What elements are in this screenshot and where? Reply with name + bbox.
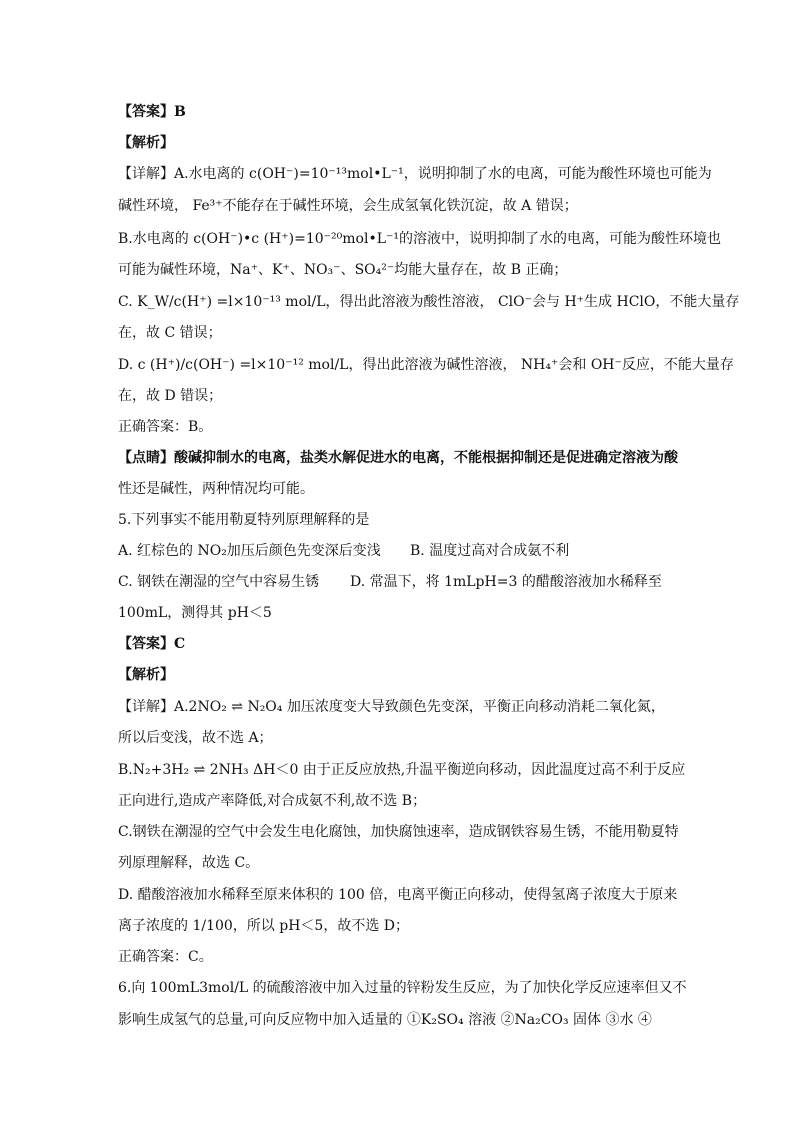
text-line: 【详解】A.水电离的 c(OH⁻)=10⁻¹³mol•L⁻¹，说明抑制了水的电离，可能为酸性环境也可能为 <box>118 166 712 182</box>
text-line: D. 醋酸溶液加水稀释至原来体积的 100 倍，电离平衡正向移动，使得氢离子浓度大于原来 <box>118 887 678 903</box>
question-5-stem: 5.下列事实不能用勒夏特列原理解释的是 <box>118 512 370 528</box>
option-d: D. 常温下，将 1mLpH=3 的醋酸溶液加水稀释至 <box>350 574 662 590</box>
question-6-stem: 6.向 100mL3mol/L 的硫酸溶液中加入过量的锌粉发生反应，为了加快化学反应速率但又不 <box>118 980 687 996</box>
note-line: 【点睛】酸碱抑制水的电离，盐类水解促进水的电离，不能根据抑制还是促进确定溶液为酸 <box>118 450 678 466</box>
text-line: 正确答案：B。 <box>118 419 213 435</box>
option-c: C. 钢铁在潮湿的空气中容易生锈 <box>118 574 320 590</box>
analysis-heading: 【解析】 <box>118 667 174 683</box>
text-line: 正向进行,造成产率降低,对合成氨不利,故不选 B； <box>118 793 427 809</box>
option-b: B. 温度过高对合成氨不利 <box>410 543 570 559</box>
text-line: 正确答案：C。 <box>118 949 213 965</box>
option-a: A. 红棕色的 NO₂加压后颜色先变深后变浅 <box>118 543 381 559</box>
text-line: 性还是碱性，两种情况均可能。 <box>118 481 314 497</box>
text-line: C. K_W/c(H⁺) =l×10⁻¹³ mol/L，得出此溶液为酸性溶液， ClO⁻会与 H⁺生成 HClO，不能大量存 <box>118 294 740 310</box>
text-line: 离子浓度的 1/100，所以 pH＜5，故不选 D； <box>118 918 409 934</box>
answer-heading: 【答案】B <box>118 104 186 120</box>
text-line: 可能为碱性环境，Na⁺、K⁺、NO₃⁻、SO₄²⁻均能大量存在，故 B 正确； <box>118 262 568 278</box>
text-line: B.N₂+3H₂ ⇌ 2NH₃ ΔH＜0 由于正反应放热,升温平衡逆向移动，因此温度过高不利于反应 <box>118 762 686 778</box>
text-line: 所以后变浅，故不选 A； <box>118 730 273 746</box>
text-line: D. c (H⁺)/c(OH⁻) =l×10⁻¹² mol/L，得出此溶液为碱性溶液， NH₄⁺会和 OH⁻反应，不能大量存 <box>118 357 734 373</box>
text-line: 碱性环境， Fe³⁺不能存在于碱性环境，会生成氢氧化铁沉淀，故 A 错误； <box>118 198 578 214</box>
answer-heading: 【答案】C <box>118 636 186 652</box>
text-line: C.钢铁在潮湿的空气中会发生电化腐蚀，加快腐蚀速率，造成钢铁容易生锈，不能用勒夏特 <box>118 824 679 840</box>
text-line: 在，故 D 错误； <box>118 388 223 404</box>
analysis-heading: 【解析】 <box>118 135 174 151</box>
text-line: 列原理解释，故选 C。 <box>118 855 260 871</box>
text-line: 影响生成氢气的总量,可向反应物中加入适量的 ①K₂SO₄ 溶液 ②Na₂CO₃ 固体 ③水 ④ <box>118 1012 652 1028</box>
text-line: 100mL，测得其 pH＜5 <box>118 605 272 621</box>
text-line: 【详解】A.2NO₂ ⇌ N₂O₄ 加压浓度变大导致颜色先变深，平衡正向移动消耗二氧化氮， <box>118 699 665 715</box>
text-line: B.水电离的 c(OH⁻)•c (H⁺)=10⁻²⁰mol•L⁻¹的溶液中，说明抑制了水的电离，可能为酸性环境也 <box>118 231 721 247</box>
text-line: 在，故 C 错误； <box>118 325 222 341</box>
